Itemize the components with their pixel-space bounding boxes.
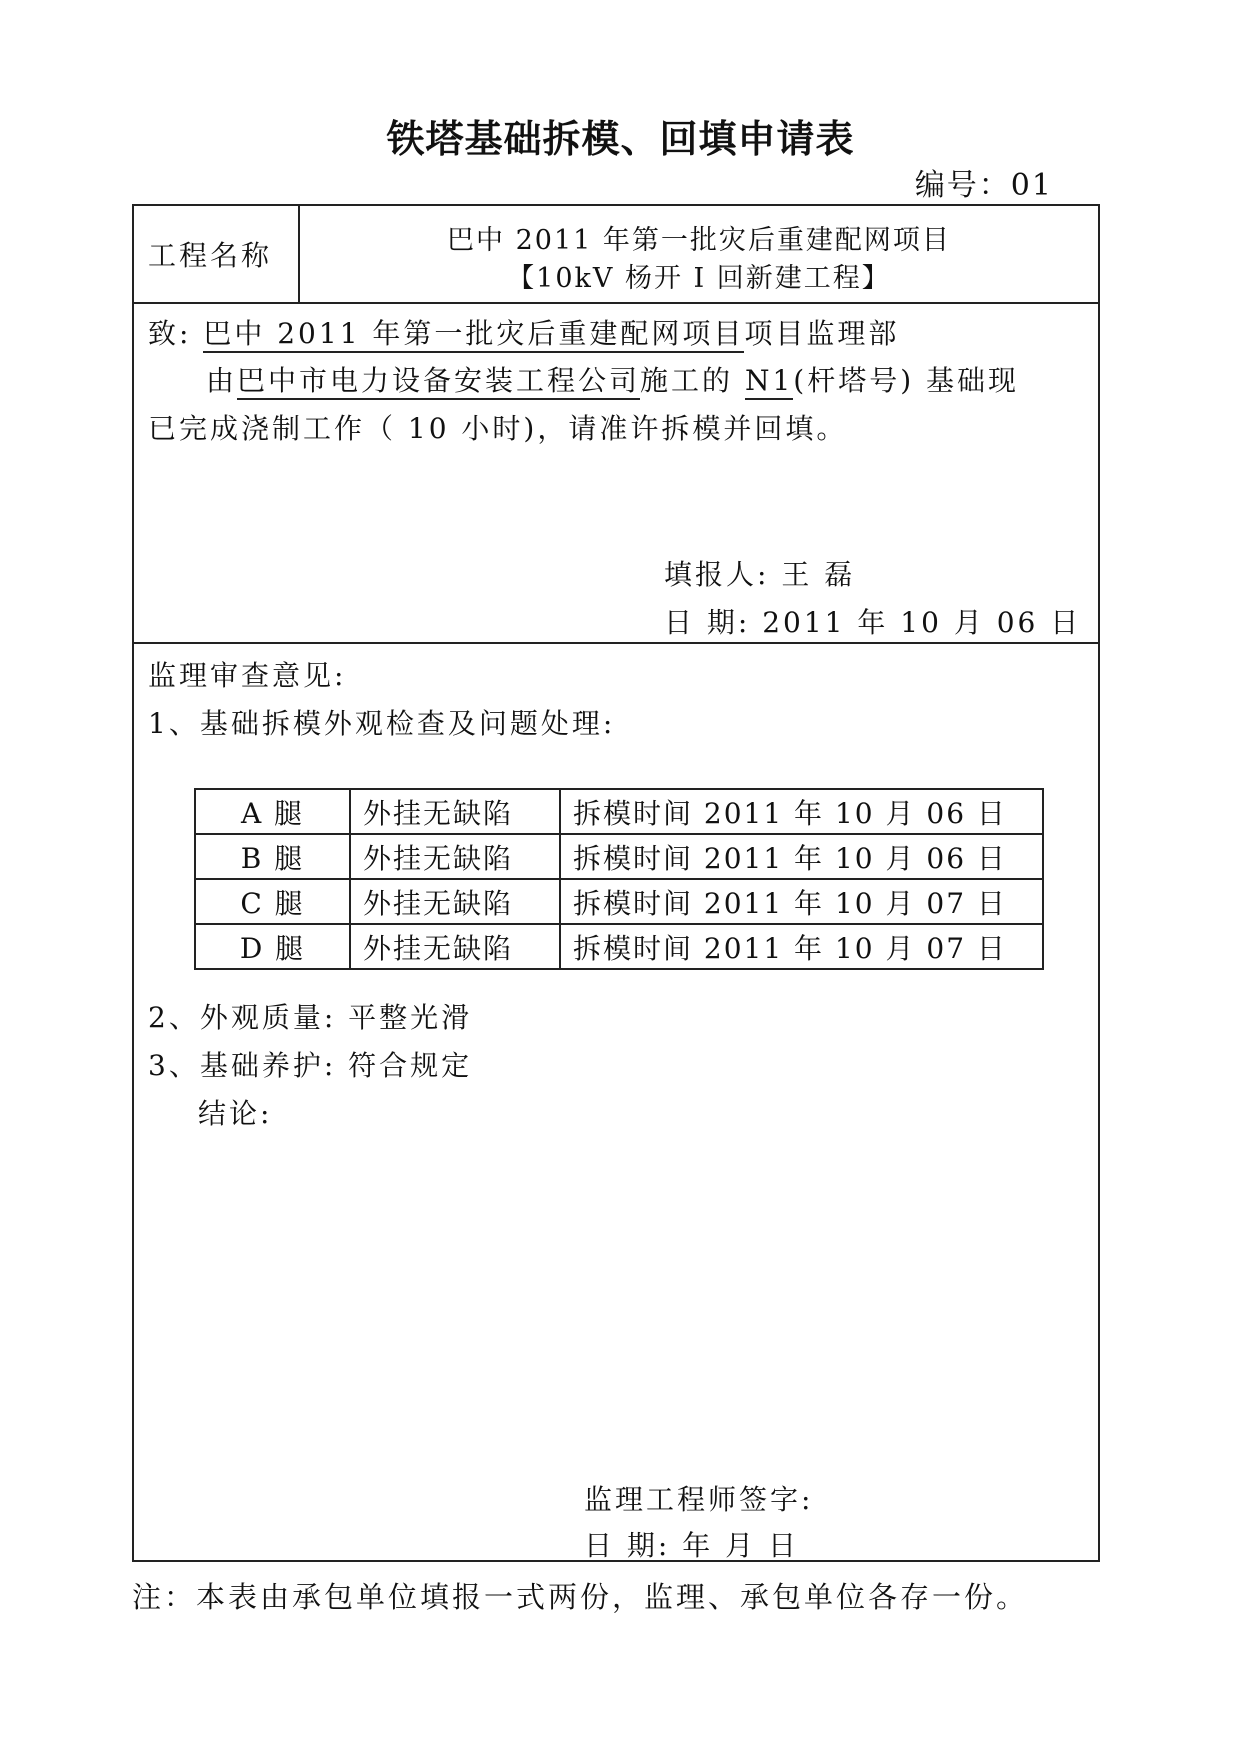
table-row — [195, 789, 1043, 834]
review-heading: 监理审查意见: — [148, 659, 347, 692]
review-item-3: 3、基础养护: 符合规定 — [148, 1049, 473, 1082]
report-date: 日 期: 2011 年 10 月 06 日 — [664, 606, 1082, 639]
recipient-suffix: 项目监理部 — [744, 317, 900, 350]
leg-inspection-table — [194, 788, 1044, 970]
tower-number: N1 — [745, 364, 793, 400]
status-cell: 外挂无缺陷 — [350, 879, 560, 924]
leg-cell: D 腿 — [195, 924, 350, 969]
time-cell: 拆模时间 2011 年 10 月 07 日 — [560, 924, 1043, 969]
table-row — [195, 834, 1043, 879]
status-cell: 外挂无缺陷 — [350, 924, 560, 969]
leg-cell: A 腿 — [195, 789, 350, 834]
request-body-line1 — [206, 359, 1019, 399]
recipient-unit: 巴中 2011 年第一批灾后重建配网项目 — [203, 317, 744, 353]
contractor-name: 巴中市电力设备安装工程公司 — [237, 364, 640, 400]
time-cell: 拆模时间 2011 年 10 月 06 日 — [560, 789, 1043, 834]
review-item-1: 1、基础拆模外观检查及问题处理: — [148, 707, 616, 740]
project-name-line2: 【10kV 杨开 I 回新建工程】 — [507, 263, 891, 294]
table-row — [195, 924, 1043, 969]
recipient-prefix: 致: — [148, 317, 192, 350]
table-row — [195, 879, 1043, 924]
project-name-label: 工程名称 — [148, 239, 273, 272]
review-item-2: 2、外观质量: 平整光滑 — [148, 1001, 473, 1034]
form-frame — [132, 204, 1100, 1562]
serial-number: 编号：01 — [914, 168, 1053, 203]
row-divider — [134, 642, 1098, 644]
project-name-line1: 巴中 2011 年第一批灾后重建配网项目 — [447, 225, 951, 256]
conclusion-label: 结论: — [198, 1097, 273, 1130]
supervisor-signature: 监理工程师签字: — [584, 1483, 814, 1516]
time-cell: 拆模时间 2011 年 10 月 06 日 — [560, 834, 1043, 879]
request-body-line2: 已完成浇制工作（ 10 小时)，请准许拆模并回填。 — [148, 412, 848, 445]
leg-cell: C 腿 — [195, 879, 350, 924]
status-cell: 外挂无缺陷 — [350, 834, 560, 879]
status-cell: 外挂无缺陷 — [350, 789, 560, 834]
leg-cell: B 腿 — [195, 834, 350, 879]
form-title: 铁塔基础拆模、回填申请表 — [386, 116, 855, 161]
reporter: 填报人: 王 磊 — [664, 558, 856, 591]
time-cell: 拆模时间 2011 年 10 月 07 日 — [560, 879, 1043, 924]
signature-date: 日 期: 年 月 日 — [584, 1529, 800, 1562]
body-pre: 由 — [206, 364, 238, 397]
body-post: (杆塔号) 基础现 — [793, 364, 1020, 397]
footnote: 注：本表由承包单位填报一式两份，监理、承包单位各存一份。 — [132, 1580, 1029, 1614]
row-divider — [134, 302, 1098, 304]
recipient-line — [148, 312, 899, 352]
body-mid: 施工的 — [640, 364, 734, 397]
